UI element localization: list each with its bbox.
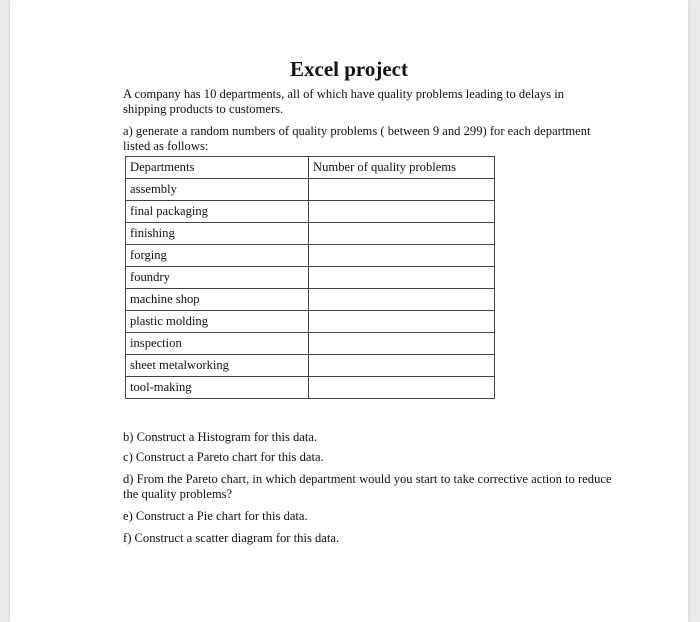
table-header-row <box>126 157 495 179</box>
department-cell: forging <box>126 245 309 267</box>
department-cell: inspection <box>126 333 309 355</box>
question-e: e) Construct a Pie chart for this data. <box>123 509 308 523</box>
count-cell <box>309 333 495 355</box>
question-c: c) Construct a Pareto chart for this data. <box>123 450 324 464</box>
question-d: d) From the Pareto chart, in which department would you start to take corrective action to reduce the quality problems? <box>123 472 612 501</box>
question-f: f) Construct a scatter diagram for this data. <box>123 531 340 545</box>
table-row <box>126 355 495 377</box>
count-cell <box>309 289 495 311</box>
count-cell <box>309 245 495 267</box>
count-cell <box>309 267 495 289</box>
table-row <box>126 289 495 311</box>
department-cell: tool-making <box>126 377 309 399</box>
department-cell: finishing <box>126 223 309 245</box>
count-cell <box>309 201 495 223</box>
document-page <box>10 0 688 622</box>
question-a: a) generate a random numbers of quality problems ( between 9 and 299) for each department listed as follows: <box>123 124 591 153</box>
departments-table <box>125 156 495 399</box>
department-cell: plastic molding <box>126 311 309 333</box>
department-cell: sheet metalworking <box>126 355 309 377</box>
table-row <box>126 311 495 333</box>
page-title: Excel project <box>290 57 408 81</box>
table-row <box>126 201 495 223</box>
question-b: b) Construct a Histogram for this data. <box>123 430 318 444</box>
intro-paragraph: A company has 10 departments, all of which have quality problems leading to delays in shipping products to customers. <box>123 87 565 116</box>
department-cell: assembly <box>126 179 309 201</box>
table-row <box>126 333 495 355</box>
header-departments: Departments <box>126 157 309 179</box>
count-cell <box>309 377 495 399</box>
table-row <box>126 223 495 245</box>
department-cell: final packaging <box>126 201 309 223</box>
department-cell: foundry <box>126 267 309 289</box>
count-cell <box>309 223 495 245</box>
count-cell <box>309 355 495 377</box>
table-row <box>126 179 495 201</box>
header-quality-problems: Number of quality problems <box>309 157 495 179</box>
count-cell <box>309 311 495 333</box>
table-row <box>126 267 495 289</box>
count-cell <box>309 179 495 201</box>
department-cell: machine shop <box>126 289 309 311</box>
table-row <box>126 377 495 399</box>
table-row <box>126 245 495 267</box>
